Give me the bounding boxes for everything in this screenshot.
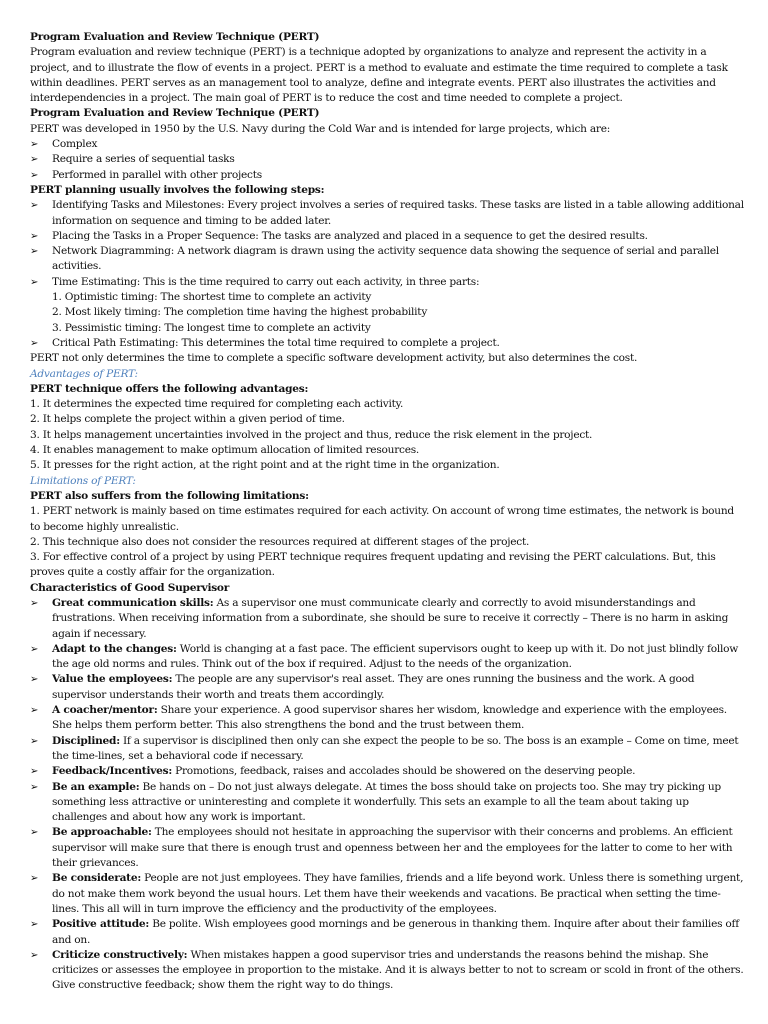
limitation-item: 1. PERT network is mainly based on time estimates required for each activity. On account of wrong time estimates, the network is bound to become highly unrealistic.	[30, 505, 734, 533]
list-item	[30, 596, 744, 642]
timing-part: 2. Most likely timing: The completion time having the highest probability	[52, 306, 428, 319]
characteristic-text: The employees should not hesitate in approaching the supervisor with their concerns and problems. An efficient supervisor will make sure that there is enough trust and openness between her and the employees for the latter to come to her with their grievances.	[52, 826, 733, 870]
list-item: ➢ Performed in parallel with other projects	[30, 168, 744, 183]
pert-cost-text: PERT not only determines the time to complete a specific software development activity, but also determines the cost.	[30, 352, 638, 365]
characteristic-text: World is changing at a fast pace. The efficient supervisors ought to keep up with it. Do not just blindly follow the age old norms and rules. Think out of the box if required. Adjust to the needs of the organization.	[52, 642, 739, 671]
limitations-heading: PERT also suffers from the following limitations:	[30, 489, 309, 502]
characteristic-term: Feedback/Incentives:	[52, 765, 172, 778]
timing-part: 3. Pessimistic timing: The longest time to complete an activity	[52, 321, 371, 334]
list-item	[30, 764, 744, 779]
list-item: ➢ Complex	[30, 137, 744, 152]
pert-subtitle: Program Evaluation and Review Technique (PERT)	[30, 107, 320, 120]
list-item	[30, 825, 744, 871]
advantage-item: 3. It helps management uncertainties involved in the project and thus, reduce the risk element in the project.	[30, 428, 593, 441]
list-item	[30, 275, 744, 336]
characteristic-term: Criticize constructively:	[52, 948, 188, 961]
list-item	[30, 642, 744, 673]
limitations-title: Limitations of PERT:	[30, 474, 136, 487]
list-item: ➢ Require a series of sequential tasks	[30, 152, 744, 167]
advantages-title: Advantages of PERT:	[30, 367, 138, 380]
characteristic-text: Promotions, feedback, raises and accolades should be showered on the deserving people.	[172, 765, 636, 778]
planning-steps-list	[30, 198, 744, 351]
limitation-item: 2. This technique also does not consider the resources required at different stages of the project.	[30, 535, 530, 548]
timing-part: 1. Optimistic timing: The shortest time to complete an activity	[52, 291, 372, 304]
planning-heading: PERT planning usually involves the following steps:	[30, 183, 325, 196]
pert-history: PERT was developed in 1950 by the U.S. Navy during the Cold War and is intended for large projects, which are:	[30, 122, 611, 135]
characteristics-list	[30, 596, 744, 994]
advantage-item: 1. It determines the expected time required for completing each activity.	[30, 398, 404, 411]
characteristic-text: Be polite. Wish employees good mornings and be generous in thanking them. Inquire after about their families off and on.	[52, 918, 739, 946]
list-item: ➢ Identifying Tasks and Milestones: Every project involves a series of required tasks. These tasks are listed in a table allowing additional information on sequence and timing to be added later.	[30, 198, 744, 229]
advantage-item: 2. It helps complete the project within a given period of time.	[30, 413, 345, 426]
list-item	[30, 734, 744, 765]
pert-intro: Program evaluation and review technique (PERT) is a technique adopted by organizations to analyze and represent the activity in a project, and to illustrate the flow of events in a project. PERT is a method to evaluate and estimate the time required to complete a task within deadlines. PERT serves as an management tool to analyze, define and integrate events. PERT also illustrates the activities and interdependencies in a project. The main goal of PERT is to reduce the cost and time needed to complete a project.	[30, 46, 728, 105]
characteristic-term: A coacher/mentor:	[52, 704, 158, 717]
project-traits-list	[30, 137, 744, 183]
characteristic-term: Value the employees:	[52, 673, 173, 686]
limitation-item: 3. For effective control of a project by using PERT technique requires frequent updating and revising the PERT calculations. But, this proves quite a costly affair for the organization.	[30, 551, 716, 579]
characteristics-heading: Characteristics of Good Supervisor	[30, 581, 230, 594]
time-estimating-text: ➢ Time Estimating: This is the time required to carry out each activity, in three parts:	[52, 275, 480, 288]
characteristic-term: Adapt to the changes:	[52, 642, 177, 655]
list-item	[30, 948, 744, 994]
characteristic-term: Positive attitude:	[52, 918, 150, 931]
list-item	[30, 672, 744, 703]
characteristic-term: Be considerate:	[52, 872, 141, 885]
characteristic-text: When mistakes happen a good supervisor tries and understands the reasons behind the mishap. She criticizes or assesses the employee in proportion to the mistake. And it is always better to not to scream or scold in front of the others. Give constructive feedback; show them the right way to do things.	[52, 948, 744, 992]
document-page	[30, 30, 744, 994]
list-item: ➢ Critical Path Estimating: This determines the total time required to complete a project.	[30, 336, 744, 351]
characteristic-text: The people are any supervisor's real asset. They are ones running the business and the work. A good supervisor understands their worth and treats them accordingly.	[52, 673, 695, 701]
advantages-heading: PERT technique offers the following advantages:	[30, 382, 309, 395]
advantage-item: 5. It presses for the right action, at the right point and at the right time in the organization.	[30, 459, 500, 472]
list-item: ➢ Placing the Tasks in a Proper Sequence: The tasks are analyzed and placed in a sequence to get the desired results.	[30, 229, 744, 244]
characteristic-text: People are not just employees. They have families, friends and a life beyond work. Unless there is something urgent, do not make them work beyond the usual hours. Let them have their weekends and vacations. Be practical when setting the time-lines. This all will in turn improve the efficiency and the productivity of the employees.	[52, 872, 744, 915]
characteristic-term: Disciplined:	[52, 734, 120, 747]
list-item	[30, 917, 744, 948]
list-item: ➢ Network Diagramming: A network diagram is drawn using the activity sequence data showing the sequence of serial and parallel activities.	[30, 244, 744, 275]
list-item	[30, 871, 744, 917]
characteristic-term: Great communication skills:	[52, 596, 214, 609]
list-item	[30, 703, 744, 734]
characteristic-text: Be hands on – Do not just always delegate. At times the boss should take on projects too. She may try picking up something less attractive or uninteresting and complete it wonderfully. This sets an example to all the team about taking up challenges and about how any work is important.	[52, 780, 721, 824]
pert-title: Program Evaluation and Review Technique (PERT)	[30, 31, 320, 43]
characteristic-text: As a supervisor one must communicate clearly and correctly to avoid misunderstandings and frustrations. When receiving information from a subordinate, she should be sure to receive it correctly – There is no harm in asking again if necessary.	[52, 596, 729, 640]
characteristic-term: Be an example:	[52, 780, 140, 793]
characteristic-text: Share your experience. A good supervisor shares her wisdom, knowledge and experience with the employees. She helps them perform better. This also strengthens the bond and the trust between them.	[52, 704, 727, 732]
characteristic-text: If a supervisor is disciplined then only can she expect the people to be so. The boss is an example – Come on time, meet the time-lines, set a behavioral code if necessary.	[52, 734, 739, 762]
characteristic-term: Be approachable:	[52, 826, 152, 839]
list-item	[30, 780, 744, 826]
advantage-item: 4. It enables management to make optimum allocation of limited resources.	[30, 444, 420, 457]
